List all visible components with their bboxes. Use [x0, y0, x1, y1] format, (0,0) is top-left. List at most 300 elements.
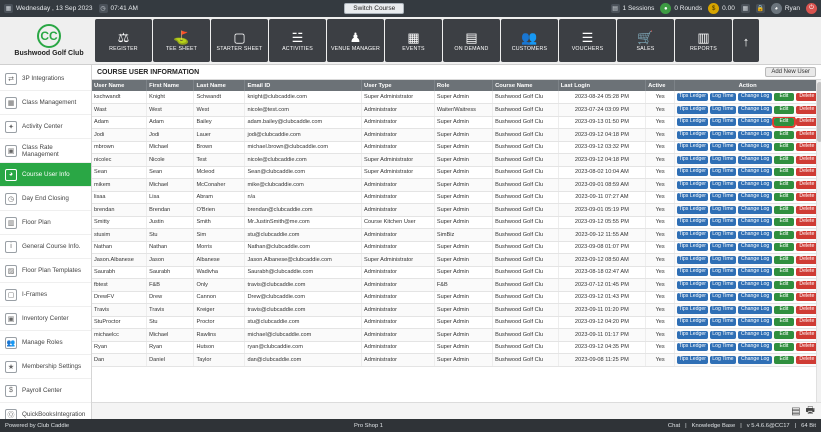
rounds-display	[660, 3, 702, 14]
nav-activities[interactable]	[269, 19, 326, 62]
last-login-cell: 2023-09-12 04:18 PM	[558, 129, 645, 142]
delete-button[interactable]: Delete	[796, 181, 818, 189]
last-name-cell: Schwandt	[194, 91, 245, 104]
edit-button[interactable]: Edit	[774, 118, 794, 126]
edit-button[interactable]: Edit	[774, 131, 794, 139]
col-role[interactable]: Role	[434, 80, 492, 91]
user-name-cell: brendan	[92, 204, 147, 217]
tips-ledger-button[interactable]: Tips Ledger	[678, 355, 706, 362]
table-row[interactable]	[92, 204, 821, 217]
sidebar-item-3p-integrations[interactable]	[0, 67, 91, 91]
log-time-button[interactable]: Log Time	[710, 281, 737, 289]
floor-plan-icon: ▥	[5, 217, 17, 229]
log-time-button[interactable]: Log Time	[710, 156, 737, 164]
edit-button[interactable]: Edit	[774, 293, 794, 301]
first-name-cell: Saurabh	[147, 266, 194, 279]
edit-button[interactable]: Edit	[774, 168, 794, 176]
sidebar-item-label: Class Management	[22, 99, 77, 106]
payroll-center-icon: $	[5, 385, 17, 397]
delete-button[interactable]: Delete	[796, 218, 818, 226]
active-cell: Yes	[646, 141, 675, 154]
action-cell	[675, 316, 821, 329]
tips-ledger-button[interactable]: Tips Ledger	[678, 330, 706, 337]
delete-button[interactable]: Delete	[796, 93, 818, 101]
tips-ledger-button[interactable]: Tips Ledger	[678, 293, 706, 300]
page-title: COURSE USER INFORMATION	[97, 68, 200, 76]
last-name-cell: O'Brien	[194, 204, 245, 217]
action-cell	[675, 154, 821, 167]
content-header	[92, 65, 821, 80]
log-time-button[interactable]: Log Time	[710, 231, 737, 239]
change-log-button[interactable]: Change Log	[738, 243, 772, 251]
table-body	[92, 91, 821, 366]
sidebar	[0, 65, 92, 419]
user-name-cell: Smitty	[92, 216, 147, 229]
last-name-cell: Proctor	[194, 316, 245, 329]
action-cell	[675, 104, 821, 117]
action-cell	[675, 129, 821, 142]
col-user-name[interactable]: User Name	[92, 80, 147, 91]
first-name-cell: Ryan	[147, 341, 194, 354]
delete-button[interactable]: Delete	[796, 356, 818, 364]
delete-button[interactable]: Delete	[796, 156, 818, 164]
sidebar-item-inventory-center[interactable]	[0, 307, 91, 331]
nav-scroll-up[interactable]	[733, 19, 759, 62]
last-login-cell: 2023-09-12 04:35 PM	[558, 341, 645, 354]
col-user-type[interactable]: User Type	[362, 80, 435, 91]
change-log-button[interactable]: Change Log	[738, 343, 772, 351]
last-login-cell: 2023-08-24 05:28 PM	[558, 91, 645, 104]
club-name: Bushwood Golf Club	[14, 50, 84, 57]
table-row[interactable]	[92, 341, 821, 354]
table-row[interactable]	[92, 179, 821, 192]
change-log-button[interactable]: Change Log	[738, 106, 772, 114]
user-type-cell: Administrator	[362, 191, 435, 204]
action-cell	[675, 204, 821, 217]
col-email-id[interactable]: Email ID	[245, 80, 362, 91]
edit-button[interactable]: Edit	[774, 218, 794, 226]
role-cell: Super Admin	[434, 179, 492, 192]
on-demand-icon: ▤	[465, 30, 478, 45]
tips-ledger-button[interactable]: Tips Ledger	[678, 193, 706, 200]
nav-venue-manager[interactable]	[327, 19, 384, 62]
edit-button[interactable]: Edit	[774, 156, 794, 164]
edit-button[interactable]: Edit	[774, 331, 794, 339]
role-cell: SimBiz	[434, 229, 492, 242]
role-cell: Super Admin	[434, 91, 492, 104]
scroll-up-icon: ↑	[742, 34, 750, 49]
log-time-button[interactable]: Log Time	[710, 168, 737, 176]
sidebar-item-label: Inventory Center	[22, 315, 69, 322]
sidebar-item-class-management[interactable]	[0, 91, 91, 115]
log-time-button[interactable]: Log Time	[710, 293, 737, 301]
user-icon: ◕	[771, 3, 782, 14]
sidebar-item-floor-plan-templates[interactable]	[0, 259, 91, 283]
nav-customers[interactable]	[501, 19, 558, 62]
table-row[interactable]	[92, 316, 821, 329]
nav-reports[interactable]	[675, 19, 732, 62]
action-cell	[675, 191, 821, 204]
content-panel	[92, 65, 821, 419]
edit-button[interactable]: Edit	[774, 181, 794, 189]
action-cell	[675, 279, 821, 292]
edit-button[interactable]: Edit	[774, 318, 794, 326]
change-log-button[interactable]: Change Log	[738, 156, 772, 164]
log-time-button[interactable]: Log Time	[710, 218, 737, 226]
email-cell: stu@clubcaddie.com	[245, 316, 362, 329]
tips-ledger-button[interactable]: Tips Ledger	[678, 268, 706, 275]
edit-button[interactable]: Edit	[774, 343, 794, 351]
sidebar-item-course-user-info[interactable]	[0, 163, 91, 187]
email-cell: stu@clubcaddie.com	[245, 229, 362, 242]
tips-ledger-button[interactable]: Tips Ledger	[678, 218, 706, 225]
user-name-cell: DrewFV	[92, 291, 147, 304]
tips-ledger-button[interactable]: Tips Ledger	[678, 118, 706, 125]
user-name-cell: stusim	[92, 229, 147, 242]
role-cell: Super Admin	[434, 254, 492, 267]
delete-button[interactable]: Delete	[796, 193, 818, 201]
user-name-cell: michaelcc	[92, 329, 147, 342]
table-row[interactable]	[92, 241, 821, 254]
delete-button[interactable]: Delete	[796, 243, 818, 251]
email-cell: michael.brown@clubcaddie.com	[245, 141, 362, 154]
role-cell: Super Admin	[434, 116, 492, 129]
edit-button[interactable]: Edit	[774, 256, 794, 264]
log-time-button[interactable]: Log Time	[710, 243, 737, 251]
edit-button[interactable]: Edit	[774, 281, 794, 289]
course-name-cell: Bushwood Golf Clu	[493, 154, 559, 167]
tips-ledger-button[interactable]: Tips Ledger	[678, 255, 706, 262]
export-icon[interactable]: ▤	[791, 405, 801, 417]
delete-button[interactable]: Delete	[796, 306, 818, 314]
sidebar-item-label: Class Rate Management	[22, 143, 59, 158]
events-icon: ▦	[407, 30, 420, 45]
date-text: Wednesday , 13 Sep 2023	[16, 5, 93, 12]
edit-button[interactable]: Edit	[774, 243, 794, 251]
table-row[interactable]	[92, 191, 821, 204]
edit-button[interactable]: Edit	[774, 306, 794, 314]
active-cell: Yes	[646, 166, 675, 179]
delete-button[interactable]: Delete	[796, 293, 818, 301]
col-course-name[interactable]: Course Name	[493, 80, 559, 91]
sidebar-item-general-course-info[interactable]	[0, 235, 91, 259]
sidebar-item-label: 3P Integrations	[22, 75, 65, 82]
table-row[interactable]	[92, 266, 821, 279]
tips-ledger-button[interactable]: Tips Ledger	[678, 343, 706, 350]
delete-button[interactable]: Delete	[796, 118, 818, 126]
log-time-button[interactable]: Log Time	[710, 318, 737, 326]
change-log-button[interactable]: Change Log	[738, 306, 772, 314]
status-divider: |	[685, 422, 687, 429]
user-name-cell: Wast	[92, 104, 147, 117]
action-cell	[675, 304, 821, 317]
user-type-cell: Administrator	[362, 279, 435, 292]
log-time-button[interactable]: Log Time	[710, 306, 737, 314]
email-cell: knight@clubcaddie.com	[245, 91, 362, 104]
role-cell: Super Admin	[434, 341, 492, 354]
change-log-button[interactable]: Change Log	[738, 293, 772, 301]
last-login-cell: 2023-09-12 05:55 PM	[558, 216, 645, 229]
knowledge-base-link[interactable]: Knowledge Base	[691, 422, 736, 429]
email-cell: ryan@clubcaddie.com	[245, 341, 362, 354]
col-last-login[interactable]: Last Login	[558, 80, 645, 91]
tips-ledger-button[interactable]: Tips Ledger	[678, 205, 706, 212]
table-vertical-scrollbar[interactable]	[816, 80, 821, 402]
log-time-button[interactable]: Log Time	[710, 131, 737, 139]
nav-tee-sheet[interactable]	[153, 19, 210, 62]
last-login-cell: 2023-09-11 07:27 AM	[558, 191, 645, 204]
sidebar-item-i-frames[interactable]	[0, 283, 91, 307]
table-row[interactable]	[92, 304, 821, 317]
role-cell: Super Admin	[434, 304, 492, 317]
user-name-cell: Ryan	[92, 341, 147, 354]
last-login-cell: 2023-09-12 01:43 PM	[558, 291, 645, 304]
action-cell	[675, 241, 821, 254]
switch-course-button[interactable]: Switch Course	[344, 3, 404, 14]
email-cell: Mr.JustinSmith@me.com	[245, 216, 362, 229]
change-log-button[interactable]: Change Log	[738, 218, 772, 226]
table-row[interactable]	[92, 104, 821, 117]
user-type-cell: Administrator	[362, 129, 435, 142]
active-cell: Yes	[646, 254, 675, 267]
change-log-button[interactable]: Change Log	[738, 143, 772, 151]
lock-icon[interactable]: 🔒	[756, 6, 765, 12]
print-icon[interactable]: 🖶	[805, 404, 815, 416]
first-name-cell: Stu	[147, 316, 194, 329]
tips-ledger-button[interactable]: Tips Ledger	[678, 180, 706, 187]
last-login-cell: 2023-08-02 10:04 AM	[558, 166, 645, 179]
action-cell	[675, 254, 821, 267]
tips-ledger-button[interactable]: Tips Ledger	[678, 230, 706, 237]
grid-icon[interactable]: ▦	[742, 6, 749, 12]
edit-button[interactable]: Edit	[774, 193, 794, 201]
role-cell: Super Admin	[434, 129, 492, 142]
power-icon[interactable]: ⏻	[806, 3, 817, 14]
log-time-button[interactable]: Log Time	[710, 256, 737, 264]
log-time-button[interactable]: Log Time	[710, 118, 737, 126]
sessions-display	[611, 4, 655, 13]
brand-block	[3, 19, 95, 62]
log-time-button[interactable]: Log Time	[710, 106, 737, 114]
col-active[interactable]: Active	[646, 80, 675, 91]
table-row[interactable]	[92, 216, 821, 229]
change-log-button[interactable]: Change Log	[738, 206, 772, 214]
col-first-name[interactable]: First Name	[147, 80, 194, 91]
log-time-button[interactable]: Log Time	[710, 193, 737, 201]
table-row[interactable]	[92, 166, 821, 179]
delete-button[interactable]: Delete	[796, 318, 818, 326]
sidebar-item-label: Floor Plan Templates	[22, 267, 82, 274]
tips-ledger-button[interactable]: Tips Ledger	[678, 243, 706, 250]
edit-button[interactable]: Edit	[774, 231, 794, 239]
sidebar-item-membership-settings[interactable]	[0, 355, 91, 379]
email-cell: Nathan@clubcaddie.com	[245, 241, 362, 254]
tips-ledger-button[interactable]: Tips Ledger	[678, 280, 706, 287]
tips-ledger-button[interactable]: Tips Ledger	[678, 155, 706, 162]
delete-button[interactable]: Delete	[796, 168, 818, 176]
last-name-cell: Brown	[194, 141, 245, 154]
sidebar-item-activity-center[interactable]	[0, 115, 91, 139]
delete-button[interactable]: Delete	[796, 131, 818, 139]
quickbooks-icon: Ⓠ	[5, 409, 17, 421]
bits-label: 64 Bit	[801, 422, 816, 429]
edit-button[interactable]: Edit	[774, 106, 794, 114]
user-name-cell: lisaa	[92, 191, 147, 204]
table-row[interactable]	[92, 141, 821, 154]
log-time-button[interactable]: Log Time	[710, 331, 737, 339]
log-time-button[interactable]: Log Time	[710, 356, 737, 364]
delete-button[interactable]: Delete	[796, 231, 818, 239]
amount-display	[708, 3, 735, 14]
change-log-button[interactable]: Change Log	[738, 268, 772, 276]
table-row[interactable]	[92, 129, 821, 142]
nav-on-demand[interactable]	[443, 19, 500, 62]
nav-vouchers[interactable]	[559, 19, 616, 62]
sidebar-item-class-rate-management[interactable]	[0, 139, 91, 163]
change-log-button[interactable]: Change Log	[738, 331, 772, 339]
email-cell: Saurabh@clubcaddie.com	[245, 266, 362, 279]
change-log-button[interactable]: Change Log	[738, 356, 772, 364]
last-name-cell: Morris	[194, 241, 245, 254]
log-time-button[interactable]: Log Time	[710, 268, 737, 276]
delete-button[interactable]: Delete	[796, 206, 818, 214]
tips-ledger-button[interactable]: Tips Ledger	[678, 105, 706, 112]
manage-roles-icon: 👥	[5, 337, 17, 349]
change-log-button[interactable]: Change Log	[738, 131, 772, 139]
log-time-button[interactable]: Log Time	[710, 206, 737, 214]
customers-icon: 👥	[521, 30, 538, 45]
course-name-cell: Bushwood Golf Clu	[493, 316, 559, 329]
user-name-cell: Travis	[92, 304, 147, 317]
sidebar-item-manage-roles[interactable]	[0, 331, 91, 355]
user-type-cell: Administrator	[362, 304, 435, 317]
reports-icon: ▥	[697, 30, 710, 45]
active-cell: Yes	[646, 129, 675, 142]
course-name-cell: Bushwood Golf Clu	[493, 254, 559, 267]
last-login-cell: 2023-09-12 03:32 PM	[558, 141, 645, 154]
role-cell: Super Admin	[434, 354, 492, 367]
log-time-button[interactable]: Log Time	[710, 181, 737, 189]
change-log-button[interactable]: Change Log	[738, 256, 772, 264]
change-log-button[interactable]: Change Log	[738, 168, 772, 176]
delete-button[interactable]: Delete	[796, 256, 818, 264]
last-login-cell: 2023-09-08 01:07 PM	[558, 241, 645, 254]
status-divider-2: |	[740, 422, 742, 429]
log-time-button[interactable]: Log Time	[710, 343, 737, 351]
nav-sales[interactable]	[617, 19, 674, 62]
table-row[interactable]	[92, 254, 821, 267]
user-display[interactable]	[771, 3, 800, 14]
last-name-cell: Wadivha	[194, 266, 245, 279]
tips-ledger-button[interactable]: Tips Ledger	[678, 130, 706, 137]
nav-events[interactable]	[385, 19, 442, 62]
active-cell: Yes	[646, 341, 675, 354]
active-cell: Yes	[646, 104, 675, 117]
delete-button[interactable]: Delete	[796, 343, 818, 351]
course-name-cell: Bushwood Golf Clu	[493, 229, 559, 242]
tips-ledger-button[interactable]: Tips Ledger	[678, 143, 706, 150]
email-cell: n/a	[245, 191, 362, 204]
user-type-cell: Super Administrator	[362, 91, 435, 104]
edit-button[interactable]: Edit	[774, 356, 794, 364]
role-cell: Super Admin	[434, 329, 492, 342]
table-row[interactable]	[92, 291, 821, 304]
delete-button[interactable]: Delete	[796, 143, 818, 151]
change-log-button[interactable]: Change Log	[738, 181, 772, 189]
log-time-button[interactable]: Log Time	[710, 143, 737, 151]
email-cell: Drew@clubcaddie.com	[245, 291, 362, 304]
nav-register[interactable]	[95, 19, 152, 62]
sidebar-item-floor-plan[interactable]	[0, 211, 91, 235]
change-log-button[interactable]: Change Log	[738, 281, 772, 289]
sidebar-item-day-end-closing[interactable]	[0, 187, 91, 211]
sidebar-item-label: Membership Settings	[22, 363, 82, 370]
table-row[interactable]	[92, 329, 821, 342]
user-name-cell: Saurabh	[92, 266, 147, 279]
user-name-cell: Jason.Albanese	[92, 254, 147, 267]
table-row[interactable]	[92, 279, 821, 292]
nav-starter-sheet[interactable]	[211, 19, 268, 62]
sessions-text: 1 Sessions	[622, 5, 655, 12]
first-name-cell: Michael	[147, 329, 194, 342]
delete-button[interactable]: Delete	[796, 268, 818, 276]
status-divider-3: |	[794, 422, 797, 429]
tips-ledger-button[interactable]: Tips Ledger	[678, 318, 706, 325]
edit-button[interactable]: Edit	[774, 268, 794, 276]
edit-button[interactable]: Edit	[774, 93, 794, 101]
tips-ledger-button[interactable]: Tips Ledger	[678, 305, 706, 312]
course-name-cell: Bushwood Golf Clu	[493, 179, 559, 192]
table-row[interactable]	[92, 354, 821, 367]
delete-button[interactable]: Delete	[796, 281, 818, 289]
delete-button[interactable]: Delete	[796, 331, 818, 339]
powered-by-label: Powered by Club Caddie	[5, 422, 70, 429]
delete-button[interactable]: Delete	[796, 106, 818, 114]
edit-button[interactable]: Edit	[774, 143, 794, 151]
last-name-cell: Only	[194, 279, 245, 292]
edit-button[interactable]: Edit	[774, 206, 794, 214]
change-log-button[interactable]: Change Log	[738, 318, 772, 326]
last-name-cell: Rawlins	[194, 329, 245, 342]
action-cell	[675, 216, 821, 229]
active-cell: Yes	[646, 266, 675, 279]
log-time-button[interactable]: Log Time	[710, 93, 737, 101]
first-name-cell: Justin	[147, 216, 194, 229]
tips-ledger-button[interactable]: Tips Ledger	[678, 93, 706, 100]
change-log-button[interactable]: Change Log	[738, 231, 772, 239]
nav-label: EVENTS	[402, 46, 425, 52]
table-row[interactable]	[92, 154, 821, 167]
sidebar-item-payroll-center[interactable]	[0, 379, 91, 403]
club-caddie-logo-icon: CC	[37, 24, 61, 48]
user-name-cell: mikem	[92, 179, 147, 192]
user-type-cell: Super Administrator	[362, 254, 435, 267]
sidebar-item-label: Course User Info	[22, 171, 70, 178]
col-last-name[interactable]: Last Name	[194, 80, 245, 91]
user-name-cell: Adam	[92, 116, 147, 129]
change-log-button[interactable]: Change Log	[738, 93, 772, 101]
table-row[interactable]	[92, 229, 821, 242]
chat-link[interactable]: Chat	[667, 422, 681, 429]
table-row[interactable]	[92, 116, 821, 129]
change-log-button[interactable]: Change Log	[738, 193, 772, 201]
scrollbar-thumb[interactable]	[817, 82, 821, 142]
change-log-button[interactable]: Change Log	[738, 118, 772, 126]
tips-ledger-button[interactable]: Tips Ledger	[678, 168, 706, 175]
last-name-cell: Cannon	[194, 291, 245, 304]
add-new-user-button[interactable]: Add New User	[765, 67, 816, 77]
table-row[interactable]	[92, 91, 821, 104]
